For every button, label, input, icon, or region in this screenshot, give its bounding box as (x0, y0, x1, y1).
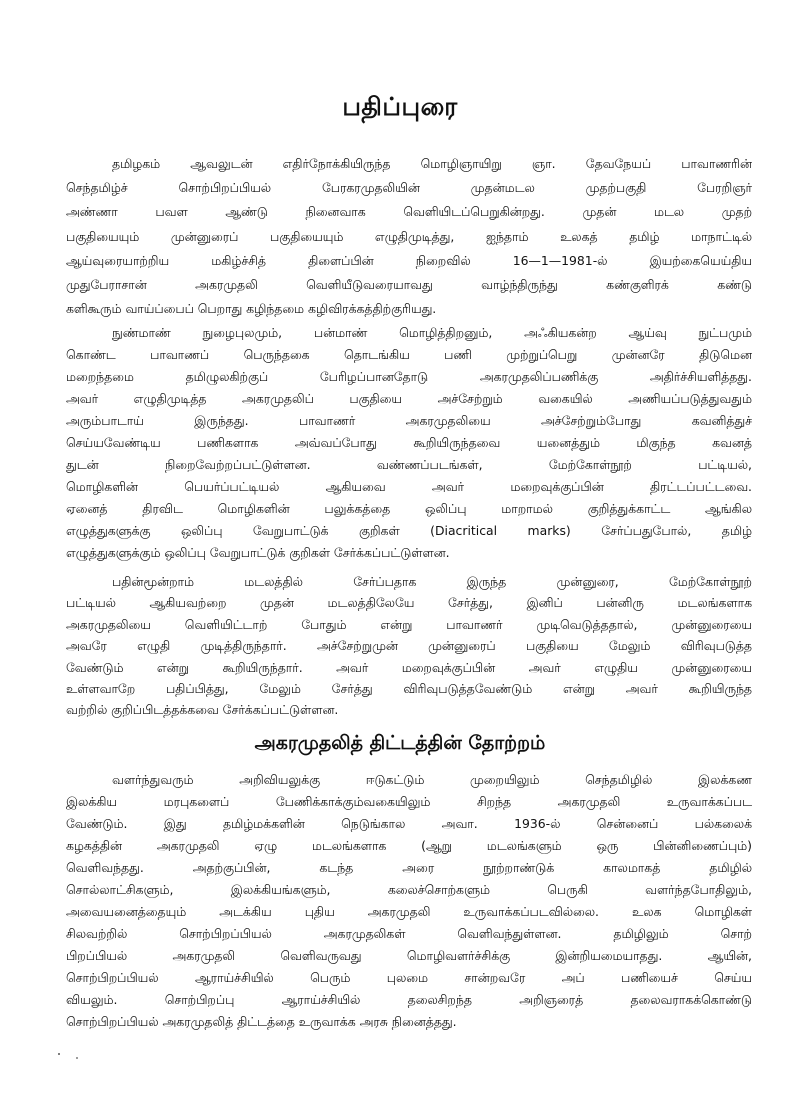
text-line: வேண்டும் என்று கூறியிருந்தார். அவர் மறைவுக்குப்பின் அவர் எழுதிய முன்னுரையை (66, 659, 752, 675)
text-line: கழகத்தின் அகரமுதலி ஏழு மடலங்களாக (ஆறு மடலங்களும் ஒரு பின்னிணைப்பும்) (66, 838, 752, 853)
text-line: செந்தமிழ்ச் சொற்பிறப்பியல் பேரகரமுதலியின் முதன்மடல முதற்பகுதி பேரறிஞர் (66, 180, 752, 196)
text-line: அகரமுதலியை வெளியிட்டாற் போதும் என்று பாவாணர் முடிவெடுத்ததால், முன்னுரையை (66, 616, 752, 632)
text-line: ஏனைத் திரவிட மொழிகளின் பலுக்கத்தை ஒலிப்பு மாறாமல் குறித்துக்காட்ட ஆங்கில (66, 501, 752, 516)
text-line: சொல்லாட்சிகளும், இலக்கியங்களும், கலைச்சொற்களும் பெருகி வளர்ந்தபோதிலும், (66, 882, 752, 897)
text-line: வளர்ந்துவரும் அறிவியலுக்கு ஈடுகட்டும் முறையிலும் செந்தமிழில் இலக்கண (112, 772, 752, 787)
text-line: துடன் நிறைவேற்றப்பட்டுள்ளன. வண்ணப்படங்கள், மேற்கோள்நூற் பட்டியல், (66, 457, 752, 472)
text-line: சொற்பிறப்பியல் அகரமுதலித் திட்டத்தை உருவாக்க அரசு நினைத்தது. (66, 1014, 457, 1029)
text-line: நுண்மாண் நுழைபுலமும், பன்மாண் மொழித்திறனும், அஃகியகன்ற ஆய்வு நுட்பமும் (112, 325, 752, 340)
paragraph-3 (66, 571, 752, 721)
text-line: வெளிவந்தது. அதற்குப்பின், கடந்த அரை நூற்றாண்டுக் காலமாகத் தமிழில் (66, 860, 752, 875)
text-line: அவர் எழுதிமுடித்த அகரமுதலிப் பகுதியை அச்சேற்றும் வகையில் அணியப்படுத்துவதும் (66, 391, 752, 406)
paragraph-2 (66, 322, 752, 564)
text-line: செய்யவேண்டிய பணிகளாக அவ்வப்போது கூறியிருந்தவை யனைத்தும் மிகுந்த கவனத் (66, 435, 752, 450)
text-line: சிலவற்றில் சொற்பிறப்பியல் அகரமுதலிகள் வெளிவந்துள்ளன. தமிழிலும் சொற் (66, 926, 752, 941)
text-line: எழுத்துகளுக்கு ஒலிப்பு வேறுபாட்டுக் குறிகள் (Diacritical marks) சேர்ப்பதுபோல், தமிழ் (66, 523, 752, 538)
text-line: கொண்ட பாவாணப் பெருந்தகை தொடங்கிய பணி முற்றுப்பெறு முன்னரே திடுமென (66, 347, 752, 362)
paragraph-1 (66, 152, 752, 321)
text-line: பிறப்பியல் அகரமுதலி வெளிவருவது மொழிவளர்ச்சிக்கு இன்றியமையாதது. ஆயின், (66, 948, 752, 963)
paragraph-4 (66, 769, 752, 1033)
text-line: பட்டியல் ஆகியவற்றை முதன் மடலத்திலேயே சேர்த்து, இனிப் பன்னிரு மடலங்களாக (66, 595, 752, 611)
text-line: இலக்கிய மரபுகளைப் பேணிக்காக்கும்வகையிலும் சிறந்த அகரமுதலி உருவாக்கப்பட (66, 794, 752, 809)
text-line: மொழிகளின் பெயர்ப்பட்டியல் ஆகியவை அவர் மறைவுக்குப்பின் திரட்டப்பட்டவை. (66, 479, 752, 494)
text-line: அரும்பாடாய் இருந்தது. பாவாணர் அகரமுதலியை அச்சேற்றும்போது கவனித்துச் (66, 413, 752, 428)
text-line: முதுபேராசான் அகரமுதலி வெளியீடுவரையாவது வாழ்ந்திருந்து கண்குளிரக் கண்டு (66, 277, 752, 293)
text-line: சொற்பிறப்பியல் ஆராய்ச்சியில் பெரும் புலமை சான்றவரே அப் பணியைச் செய்ய (66, 970, 752, 985)
text-line: வேண்டும். இது தமிழ்மக்களின் நெடுங்கால அவா. 1936-ல் சென்னைப் பல்கலைக் (66, 816, 752, 831)
text-line: வற்றில் குறிப்பிடத்தக்கவை சேர்க்கப்பட்டுள்ளன. (66, 702, 339, 718)
text-line: அவையனைத்தையும் அடக்கிய புதிய அகரமுதலி உருவாக்கப்படவில்லை. உலக மொழிகள் (66, 904, 752, 919)
text-line: பகுதியையும் முன்னுரைப் பகுதியையும் எழுதிமுடித்து, ஐந்தாம் உலகத் தமிழ் மாநாட்டில் (66, 228, 752, 244)
scan-specks (55, 1048, 115, 1068)
text-line: மறைந்தமை தமிழுலகிற்குப் பேரிழப்பானதோடு அகரமுதலிப்பணிக்கு அதிர்ச்சியளித்தது. (66, 369, 752, 384)
text-line: பதின்மூன்றாம் மடலத்தில் சேர்ப்பதாக இருந்த முன்னுரை, மேற்கோள்நூற் (112, 574, 752, 589)
text-line: ஆய்வுரையாற்றிய மகிழ்ச்சித் திளைப்பின் நிறைவில் 16—1—1981-ல் இயற்கையெய்திய (66, 252, 752, 268)
text-line: எழுத்துகளுக்கும் ஒலிப்பு வேறுபாட்டுக் குறிகள் சேர்க்கப்பட்டுள்ளன. (66, 545, 450, 560)
text-line: அண்ணா பவள ஆண்டு நினைவாக வெளியிடப்பெறுகின்றது. முதன் மடல முதற் (66, 204, 752, 220)
text-line: வியலும். சொற்பிறப்பு ஆராய்ச்சியில் தலைசிறந்த அறிஞரைத் தலைவராகக்கொண்டு (66, 992, 752, 1007)
text-line: தமிழகம் ஆவலுடன் எதிர்நோக்கியிருந்த மொழிஞாயிறு ஞா. தேவநேயப் பாவாணரின் (112, 156, 752, 171)
text-line: அவரே எழுதி முடித்திருந்தார். அச்சேற்றுமுன் முன்னுரைப் பகுதியை மேலும் விரிவுபடுத்த (66, 638, 752, 654)
text-line: களிகூரும் வாய்ப்பைப் பெறாது கழிந்தமை கழிவிரக்கத்திற்குரியது. (66, 301, 437, 317)
text-line: உள்ளவாறே பதிப்பித்து, மேலும் சேர்த்து விரிவுபடுத்தவேண்டும் என்று அவர் கூறியிருந்த (66, 681, 752, 697)
section-heading: அகரமுதலித் திட்டத்தின் தோற்றம் (254, 732, 546, 754)
page-title: பதிப்புரை (342, 92, 458, 121)
